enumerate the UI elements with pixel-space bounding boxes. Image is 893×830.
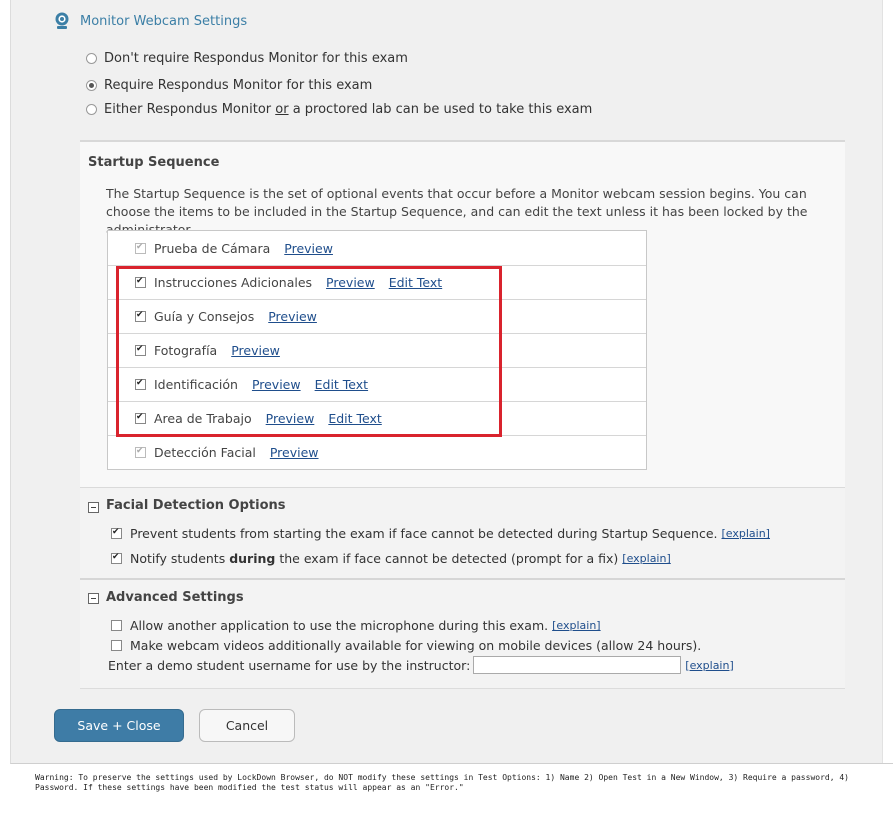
option-label: Allow another application to use the microphone during this exam. xyxy=(130,618,549,633)
collapse-icon[interactable] xyxy=(88,502,99,513)
section-title: Advanced Settings xyxy=(106,590,244,605)
item-label: Detección Facial xyxy=(154,444,256,460)
highlight-annotation xyxy=(116,266,502,437)
scrollbar-track[interactable] xyxy=(882,0,893,763)
page-title: Monitor Webcam Settings xyxy=(80,13,248,29)
checkbox xyxy=(135,243,146,254)
radio-require[interactable] xyxy=(86,78,372,93)
edit-text-link[interactable]: Edit Text xyxy=(314,376,369,392)
radio-button[interactable] xyxy=(86,104,97,115)
edit-text-link[interactable]: Edit Text xyxy=(328,410,382,426)
explain-link[interactable]: [explain] xyxy=(552,619,601,632)
radio-dont-require[interactable] xyxy=(86,51,408,66)
table-row xyxy=(108,231,646,266)
option-label: Notify students during the exam if face cannot be detected (prompt for a fix) xyxy=(130,551,619,566)
preview-link[interactable]: Preview xyxy=(265,410,315,426)
radio-label: Don't require Respondus Monitor for this exam xyxy=(104,51,408,66)
section-title: Facial Detection Options xyxy=(106,498,286,513)
demo-username-input[interactable] xyxy=(473,656,681,674)
radio-button[interactable] xyxy=(86,80,97,91)
checkbox[interactable] xyxy=(111,553,122,564)
section-header xyxy=(54,12,247,30)
item-label: Guía y Consejos xyxy=(154,308,255,324)
checkbox[interactable] xyxy=(111,620,122,631)
radio-label: Require Respondus Monitor for this exam xyxy=(104,78,373,93)
webcam-icon xyxy=(54,12,70,30)
item-label: Instrucciones Adicionales xyxy=(154,274,313,290)
item-label: Fotografía xyxy=(154,342,218,358)
cancel-button[interactable]: Cancel xyxy=(199,709,295,742)
checkbox[interactable] xyxy=(111,640,122,651)
warning-text: Warning: To preserve the settings used by LockDown Browser, do NOT modify these settings in Test Options: 1) Name 2) Open Test in a New Window, 3) Require a password, 4) Password. If these settings have been modified the test status will appear as an "Error." xyxy=(35,773,849,792)
advanced-settings-section xyxy=(80,578,845,689)
preview-link[interactable]: Preview xyxy=(284,240,333,256)
advanced-option-mobile xyxy=(111,638,701,653)
preview-link[interactable]: Preview xyxy=(268,308,317,324)
preview-link[interactable]: Preview xyxy=(251,376,301,392)
demo-label: Enter a demo student username for use by the instructor: xyxy=(108,657,471,673)
save-close-button[interactable]: Save + Close xyxy=(54,709,184,742)
explain-link[interactable]: [explain] xyxy=(622,552,671,565)
checkbox xyxy=(135,447,146,458)
item-label: Identificación xyxy=(154,376,238,392)
preview-link[interactable]: Preview xyxy=(231,342,280,358)
item-label: Prueba de Cámara xyxy=(154,240,271,256)
checkbox[interactable] xyxy=(111,528,122,539)
collapse-icon[interactable] xyxy=(88,593,99,604)
preview-link[interactable]: Preview xyxy=(326,274,375,290)
demo-username-row xyxy=(108,656,734,674)
facial-option-prevent xyxy=(111,526,770,541)
table-row xyxy=(108,435,646,469)
item-label: Area de Trabajo xyxy=(154,410,252,426)
radio-button[interactable] xyxy=(86,53,97,64)
radio-label: Either Respondus Monitor or a proctored lab can be used to take this exam xyxy=(104,102,593,117)
explain-link[interactable]: [explain] xyxy=(685,658,734,672)
option-label: Make webcam videos additionally available for viewing on mobile devices (allow 24 hours). xyxy=(130,638,702,653)
option-label: Prevent students from starting the exam if face cannot be detected during Startup Sequence. xyxy=(130,526,718,541)
facial-detection-section xyxy=(80,487,845,578)
preview-link[interactable]: Preview xyxy=(269,444,319,460)
facial-option-notify xyxy=(111,551,671,566)
radio-either[interactable] xyxy=(86,102,592,117)
advanced-option-microphone xyxy=(111,618,601,633)
section-title: Startup Sequence xyxy=(88,155,220,170)
edit-text-link[interactable]: Edit Text xyxy=(388,274,443,290)
explain-link[interactable]: [explain] xyxy=(721,527,770,540)
section-description: The Startup Sequence is the set of optional events that occur before a Monitor webcam session begins. You can choose the items to be included in the Startup Sequence, and can edit the text unless it has been locked by the xyxy=(106,186,808,219)
